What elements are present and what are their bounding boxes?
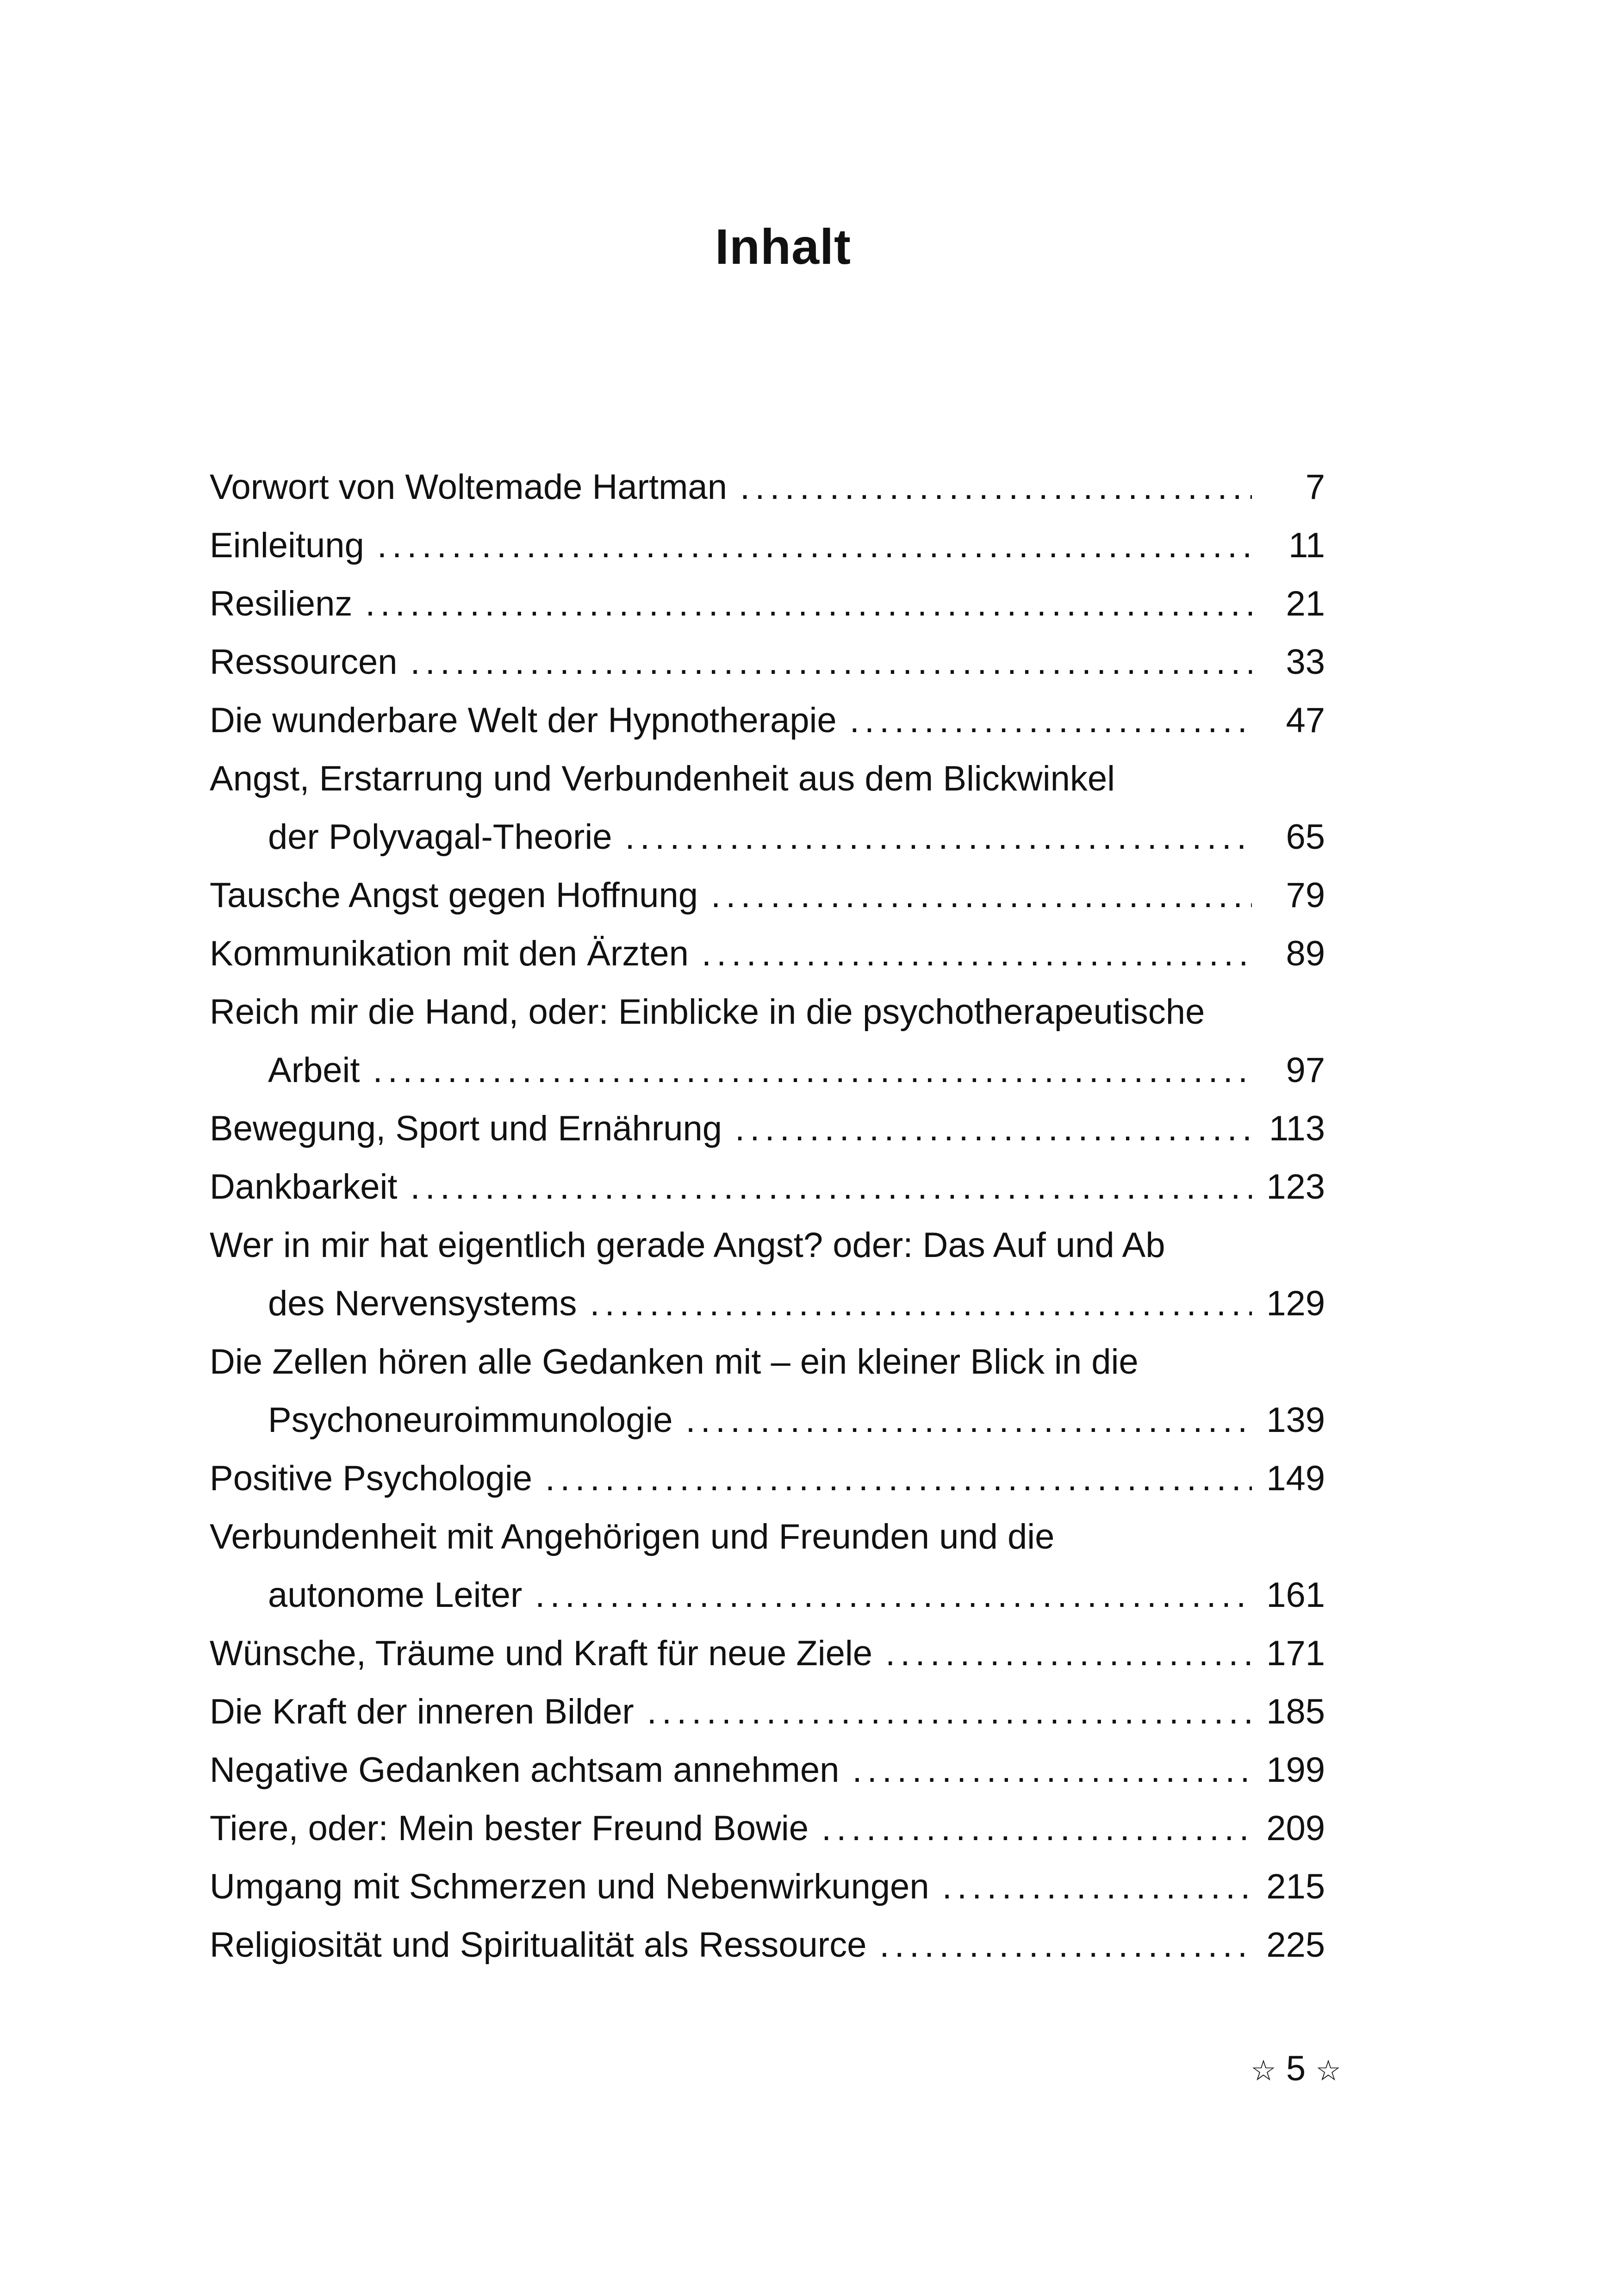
dot-leader <box>625 808 1252 866</box>
toc-entry-page: 161 <box>1266 1575 1325 1615</box>
toc-line <box>210 1799 1325 1858</box>
toc-line <box>210 1275 1325 1333</box>
dot-leader <box>535 1566 1252 1624</box>
toc-entry-title: Tiere, oder: Mein bester Freund Bowie <box>210 1809 809 1848</box>
dot-leader <box>879 1916 1252 1974</box>
dot-leader <box>365 575 1252 633</box>
toc-line <box>210 1216 1325 1275</box>
toc-entry-page: 65 <box>1286 817 1325 857</box>
toc-entry <box>210 1741 1325 1799</box>
toc-line <box>210 575 1325 633</box>
toc-entry <box>210 1858 1325 1916</box>
toc-entry <box>210 633 1325 691</box>
star-icon: ☆ <box>1315 2053 1341 2087</box>
toc-line <box>210 1508 1325 1566</box>
toc-line <box>210 983 1325 1041</box>
toc-line <box>210 1858 1325 1916</box>
toc-line <box>210 1566 1325 1624</box>
toc-line <box>210 808 1325 866</box>
toc-entry-title: autonome Leiter <box>268 1575 523 1615</box>
toc-line <box>210 633 1325 691</box>
toc-entry-page: 33 <box>1286 642 1325 682</box>
toc-entry-page: 149 <box>1266 1459 1325 1498</box>
toc-entry-page: 199 <box>1266 1750 1325 1790</box>
dot-leader <box>821 1799 1252 1858</box>
toc-entry-page: 79 <box>1286 876 1325 915</box>
toc-entry <box>210 750 1325 866</box>
toc-entry-page: 21 <box>1286 584 1325 623</box>
toc-entry <box>210 1450 1325 1508</box>
toc-line <box>210 458 1325 516</box>
toc-entry <box>210 575 1325 633</box>
toc-entry-title: Die wunderbare Welt der Hypnotherapie <box>210 701 837 740</box>
toc-entry-title: Ressourcen <box>210 642 398 682</box>
toc-entry <box>210 1100 1325 1158</box>
dot-leader <box>942 1858 1252 1916</box>
toc-entry <box>210 1624 1325 1683</box>
dot-leader <box>735 1100 1252 1158</box>
toc-entry-page: 89 <box>1286 934 1325 973</box>
dot-leader <box>373 1041 1252 1100</box>
dot-leader <box>590 1275 1252 1333</box>
toc-entry-title: Religiosität und Spiritualität als Ressource <box>210 1925 867 1965</box>
toc-entry-title: Die Kraft der inneren Bilder <box>210 1692 634 1731</box>
toc-entry-title: Reich mir die Hand, oder: Einblicke in die psychotherapeutische <box>210 992 1205 1032</box>
toc-line <box>210 1158 1325 1216</box>
toc-entry-page: 139 <box>1266 1400 1325 1440</box>
dot-leader <box>647 1683 1252 1741</box>
toc-entry <box>210 1158 1325 1216</box>
toc-line <box>210 691 1325 750</box>
dot-leader <box>702 925 1252 983</box>
toc-entry-title: Einleitung <box>210 526 364 565</box>
toc-entry-page: 47 <box>1286 701 1325 740</box>
toc-entry <box>210 983 1325 1100</box>
dot-leader <box>377 516 1252 575</box>
toc-entry <box>210 1683 1325 1741</box>
dot-leader <box>711 866 1252 925</box>
toc-line <box>210 1333 1325 1391</box>
toc-entry <box>210 516 1325 575</box>
dot-leader <box>885 1624 1252 1683</box>
toc-entry-page: 123 <box>1266 1167 1325 1207</box>
toc-entry-title: Kommunikation mit den Ärzten <box>210 934 689 973</box>
dot-leader <box>411 1158 1252 1216</box>
toc-entry-title: Arbeit <box>268 1051 360 1090</box>
table-of-contents <box>210 458 1325 1974</box>
toc-entry-title: der Polyvagal-Theorie <box>268 817 612 857</box>
page-number <box>1240 2046 1351 2094</box>
toc-entry-page: 185 <box>1266 1692 1325 1731</box>
toc-line <box>210 925 1325 983</box>
toc-entry <box>210 1508 1325 1624</box>
toc-entry-page: 7 <box>1305 467 1325 507</box>
toc-entry <box>210 458 1325 516</box>
toc-entry-title: Negative Gedanken achtsam annehmen <box>210 1750 840 1790</box>
toc-entry-title: Psychoneuroimmunologie <box>268 1400 673 1440</box>
dot-leader <box>411 633 1252 691</box>
toc-entry-title: Angst, Erstarrung und Verbundenheit aus dem Blickwinkel <box>210 759 1115 798</box>
toc-entry <box>210 691 1325 750</box>
toc-entry-page: 129 <box>1266 1284 1325 1323</box>
toc-line <box>210 1683 1325 1741</box>
toc-entry <box>210 1333 1325 1450</box>
toc-entry-title: Wer in mir hat eigentlich gerade Angst? oder: Das Auf und Ab <box>210 1226 1165 1265</box>
toc-entry-title: Wünsche, Träume und Kraft für neue Ziele <box>210 1634 873 1673</box>
toc-entry-title: des Nervensystems <box>268 1284 577 1323</box>
toc-line <box>210 750 1325 808</box>
toc-entry-page: 113 <box>1269 1109 1325 1148</box>
page-number-value: 5 <box>1286 2049 1306 2088</box>
toc-entry-page: 11 <box>1288 526 1325 565</box>
toc-line <box>210 866 1325 925</box>
dot-leader <box>685 1391 1252 1450</box>
toc-entry-title: Vorwort von Woltemade Hartman <box>210 467 727 507</box>
toc-line <box>210 1624 1325 1683</box>
toc-entry <box>210 1916 1325 1974</box>
toc-line <box>210 1916 1325 1974</box>
toc-entry <box>210 925 1325 983</box>
toc-line <box>210 1391 1325 1450</box>
toc-entry-title: Die Zellen hören alle Gedanken mit – ein kleiner Blick in die <box>210 1342 1139 1381</box>
toc-line <box>210 1450 1325 1508</box>
toc-entry-title: Positive Psychologie <box>210 1459 533 1498</box>
dot-leader <box>852 1741 1252 1799</box>
toc-line <box>210 1041 1325 1100</box>
toc-entry <box>210 1799 1325 1858</box>
toc-entry-page: 97 <box>1286 1051 1325 1090</box>
toc-line <box>210 1100 1325 1158</box>
star-icon: ☆ <box>1251 2053 1276 2087</box>
toc-entry-page: 225 <box>1266 1925 1325 1965</box>
toc-entry-title: Tausche Angst gegen Hoffnung <box>210 876 698 915</box>
dot-leader <box>545 1450 1252 1508</box>
toc-entry-page: 215 <box>1266 1867 1325 1906</box>
dot-leader <box>740 458 1252 516</box>
toc-entry-title: Dankbarkeit <box>210 1167 398 1207</box>
toc-entry-title: Bewegung, Sport und Ernährung <box>210 1109 722 1148</box>
toc-line <box>210 516 1325 575</box>
toc-entry-page: 209 <box>1266 1809 1325 1848</box>
toc-entry-page: 171 <box>1266 1634 1325 1673</box>
toc-line <box>210 1741 1325 1799</box>
dot-leader <box>850 691 1252 750</box>
toc-entry-title: Resilienz <box>210 584 353 623</box>
toc-entry <box>210 866 1325 925</box>
toc-entry <box>210 1216 1325 1333</box>
toc-entry-title: Verbundenheit mit Angehörigen und Freunden und die <box>210 1517 1055 1556</box>
toc-entry-title: Umgang mit Schmerzen und Nebenwirkungen <box>210 1867 929 1906</box>
page-title: Inhalt <box>715 218 851 274</box>
